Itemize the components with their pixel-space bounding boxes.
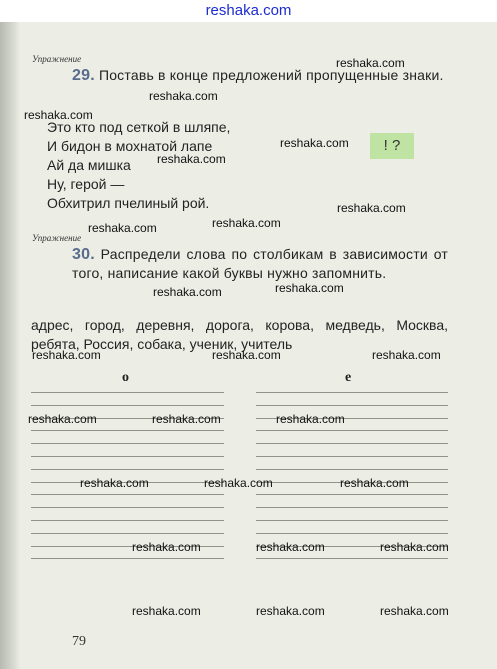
column-header-e: е (345, 370, 352, 385)
watermark-text: reshaka.com (204, 476, 273, 490)
writing-line-right (256, 469, 448, 470)
writing-line-left (31, 558, 224, 559)
watermark-text: reshaka.com (340, 476, 409, 490)
writing-line-left (31, 469, 224, 470)
watermark-text: reshaka.com (149, 89, 218, 103)
writing-line-right (256, 520, 448, 521)
task-29-number: 29. (72, 67, 95, 84)
watermark-text: reshaka.com (24, 108, 93, 122)
task-30 (72, 245, 448, 283)
watermark-text: reshaka.com (153, 285, 222, 299)
writing-line-right (256, 392, 448, 393)
writing-line-right (256, 494, 448, 495)
writing-line-right (256, 456, 448, 457)
poem-line: Ну, герой — (47, 176, 125, 192)
exercise-label: Упражнение (32, 233, 82, 243)
watermark-text: reshaka.com (337, 201, 406, 215)
writing-line-right (256, 533, 448, 534)
watermark-text: reshaka.com (152, 412, 221, 426)
writing-line-left (31, 533, 224, 534)
watermark-text: reshaka.com (256, 604, 325, 618)
watermark-text: reshaka.com (157, 152, 226, 166)
poem-line: Обхитрил пчелиный рой. (47, 195, 210, 211)
poem-line: Ай да мишка (47, 157, 131, 173)
watermark-text: reshaka.com (212, 348, 281, 362)
writing-line-left (31, 507, 224, 508)
watermark-text: reshaka.com (132, 604, 201, 618)
writing-line-right (256, 430, 448, 431)
writing-line-left (31, 443, 224, 444)
watermark-text: reshaka.com (212, 216, 281, 230)
watermark-text: reshaka.com (380, 540, 449, 554)
writing-line-right (256, 405, 448, 406)
watermark-text: reshaka.com (256, 540, 325, 554)
poem-line: И бидон в мохнатой лапе (47, 138, 213, 154)
punctuation-hint-box: ! ? (370, 133, 414, 159)
watermark-text: reshaka.com (380, 604, 449, 618)
watermark-text: reshaka.com (32, 348, 101, 362)
writing-line-right (256, 558, 448, 559)
site-header-link[interactable]: reshaka.com (205, 2, 292, 19)
page-number: 79 (72, 634, 86, 649)
writing-line-left (31, 430, 224, 431)
watermark-text: reshaka.com (372, 348, 441, 362)
watermark-text: reshaka.com (80, 476, 149, 490)
writing-line-left (31, 456, 224, 457)
writing-line-left (31, 494, 224, 495)
watermark-text: reshaka.com (280, 136, 349, 150)
word-list: адрес, город, деревня, дорога, корова, медведь, Москва, ребята, Россия, собака, ученик, учитель (31, 317, 448, 352)
writing-line-left (31, 392, 224, 393)
writing-line-left (31, 405, 224, 406)
writing-line-right (256, 507, 448, 508)
writing-line-right (256, 443, 448, 444)
task-30-number: 30. (72, 246, 95, 263)
watermark-text: reshaka.com (88, 221, 157, 235)
column-header-o: о (122, 370, 129, 385)
writing-line-left (31, 520, 224, 521)
watermark-text: reshaka.com (275, 281, 344, 295)
watermark-text: reshaka.com (336, 56, 405, 70)
exercise-label: Упражнение (32, 54, 82, 64)
poem-line: Это кто под сеткой в шляпе, (47, 119, 231, 135)
watermark-text: reshaka.com (276, 412, 345, 426)
task-30-text: Распредели слова по столбикам в зависимости от того, написание какой буквы нужно запомнить. (72, 246, 448, 281)
watermark-text: reshaka.com (132, 540, 201, 554)
task-29-text: Поставь в конце предложений пропущенные знаки. (98, 67, 444, 83)
watermark-text: reshaka.com (28, 412, 97, 426)
page-binding-shadow (0, 22, 20, 669)
